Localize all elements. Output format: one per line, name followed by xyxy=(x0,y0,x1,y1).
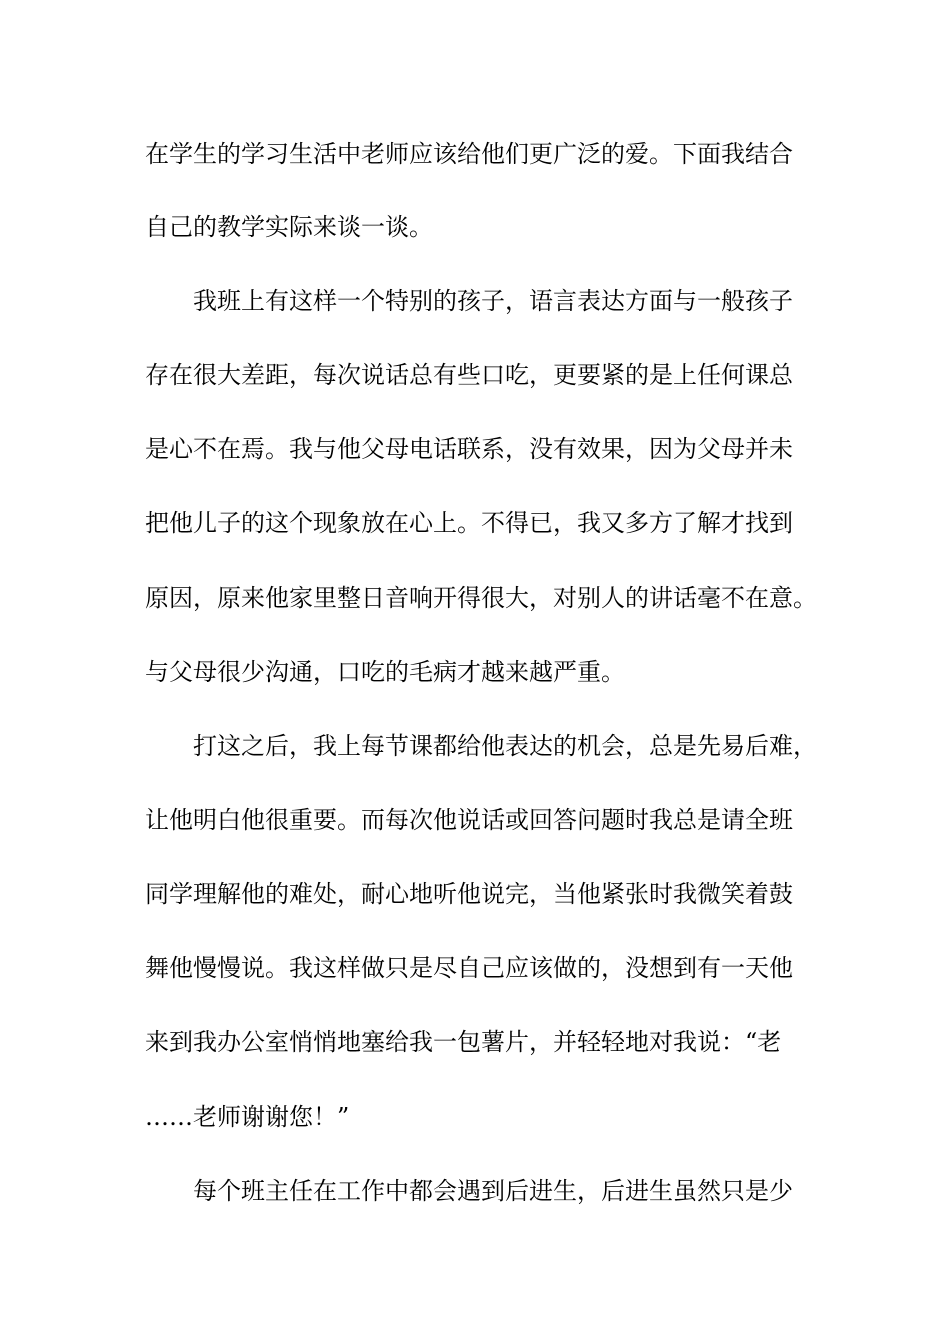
text-line: ……老师谢谢您！” xyxy=(145,1103,350,1131)
paragraph-first-line: 每个班主任在工作中都会遇到后进生，后进生虽然只是少 xyxy=(193,1177,793,1205)
text-line: 让他明白他很重要。而每次他说话或回答问题时我总是请全班 xyxy=(145,806,793,834)
text-line: 来到我办公室悄悄地塞给我一包薯片，并轻轻地对我说：“老 xyxy=(145,1028,782,1056)
text-line: 把他儿子的这个现象放在心上。不得已，我又多方了解才找到 xyxy=(145,509,793,537)
paragraph-first-line: 打这之后，我上每节课都给他表达的机会，总是先易后难， xyxy=(193,732,817,760)
text-line: 自己的教学实际来谈一谈。 xyxy=(145,213,433,241)
text-line: 同学理解他的难处，耐心地听他说完，当他紧张时我微笑着鼓 xyxy=(145,880,793,908)
text-line: 存在很大差距，每次说话总有些口吃，更要紧的是上任何课总 xyxy=(145,361,793,389)
text-line: 原因，原来他家里整日音响开得很大，对别人的讲话毫不在意。 xyxy=(145,584,817,612)
text-line: 与父母很少沟通，口吃的毛病才越来越严重。 xyxy=(145,658,625,686)
text-line: 舞他慢慢说。我这样做只是尽自己应该做的，没想到有一天他 xyxy=(145,954,793,982)
text-line: 是心不在焉。我与他父母电话联系，没有效果，因为父母并未 xyxy=(145,435,793,463)
text-line: 在学生的学习生活中老师应该给他们更广泛的爱。下面我结合 xyxy=(145,140,793,168)
paragraph-first-line: 我班上有这样一个特别的孩子，语言表达方面与一般孩子 xyxy=(193,287,793,315)
